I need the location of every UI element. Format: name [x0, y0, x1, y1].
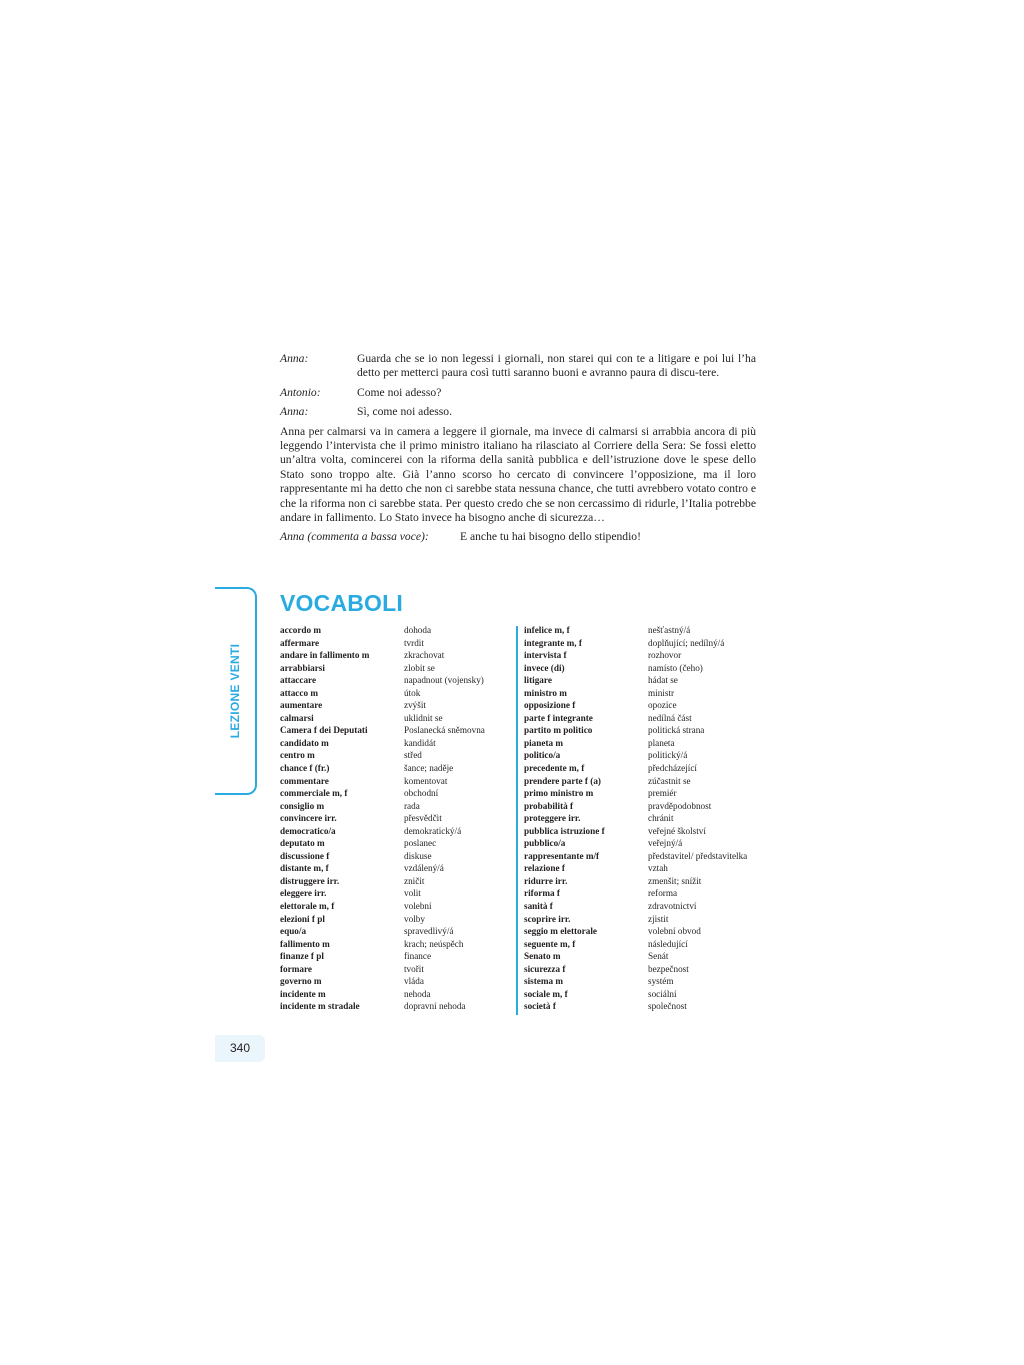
vocab-term: proteggere irr. [524, 813, 581, 824]
vocab-translation: uklidnit se [404, 712, 443, 723]
vocab-entry [524, 674, 747, 687]
vocab-entry [280, 787, 485, 800]
vocab-entry [280, 637, 485, 650]
dialogue-line [280, 405, 756, 419]
vocab-term: politico/a [524, 750, 561, 761]
vocab-term: opposizione f [524, 700, 576, 711]
vocab-entry [524, 850, 747, 863]
vocab-term: convincere irr. [280, 813, 337, 824]
vocab-translation: nedílná část [648, 712, 692, 723]
vocab-term: incidente m [280, 988, 326, 999]
vocab-entry [280, 674, 485, 687]
vocabulary-heading: VOCABOLI [280, 590, 403, 616]
vocab-entry [524, 963, 747, 976]
vocab-entry [524, 724, 747, 737]
vocab-translation: reforma [648, 888, 678, 899]
vocab-term: centro m [280, 750, 315, 761]
vocab-entry [280, 812, 485, 825]
vocab-translation: napadnout (vojensky) [404, 675, 484, 686]
vocab-entry [280, 963, 485, 976]
vocab-term: infelice m, f [524, 625, 570, 635]
vocab-entry [524, 800, 747, 813]
vocab-entry [524, 712, 747, 725]
vocab-translation: zvýšit [404, 700, 426, 711]
vocab-translation: vztah [648, 863, 668, 874]
vocab-term: partito m politico [524, 725, 593, 736]
vocab-term: seggio m elettorale [524, 926, 597, 937]
vocab-entry [524, 950, 747, 963]
chapter-label: LEZIONE VENTI [228, 643, 242, 739]
vocab-translation: dopravní nehoda [404, 1001, 466, 1012]
vocab-entry [280, 900, 485, 913]
vocab-term: precedente m, f [524, 763, 585, 774]
vocab-term: finanze f pl [280, 951, 324, 962]
vocab-translation: doplňující; nedílný/á [648, 637, 725, 648]
vocab-entry [280, 749, 485, 762]
vocab-translation: tvořit [404, 963, 424, 974]
vocab-term: fallimento m [280, 938, 330, 949]
vocab-entry [280, 950, 485, 963]
vocab-entry [280, 975, 485, 988]
vocab-entry [280, 737, 485, 750]
vocab-entry [524, 637, 747, 650]
vocab-translation: chránit [648, 813, 674, 824]
vocab-term: chance f (fr.) [280, 763, 330, 774]
vocab-entry [524, 862, 747, 875]
dialogue-block [280, 352, 756, 550]
speaker-name: Antonio: [280, 385, 321, 399]
vocab-translation: střed [404, 750, 422, 761]
vocab-translation: opozice [648, 700, 677, 711]
vocab-translation: zúčastnit se [648, 775, 691, 786]
vocab-entry [524, 975, 747, 988]
vocab-term: governo m [280, 976, 322, 987]
vocab-entry [280, 862, 485, 875]
vocab-entry [280, 938, 485, 951]
vocab-entry [524, 825, 747, 838]
vocab-translation: dohoda [404, 625, 432, 635]
vocab-translation: zlobit se [404, 662, 435, 673]
vocab-term: pianeta m [524, 737, 564, 748]
vocab-translation: politická strana [648, 725, 705, 736]
vocab-term: andare in fallimento m [280, 650, 370, 661]
vocab-entry [524, 1000, 747, 1013]
vocab-entry [524, 812, 747, 825]
vocab-entry [280, 724, 485, 737]
vocab-term: affermare [280, 637, 320, 648]
vocab-entry [524, 913, 747, 926]
vocab-translation: volit [404, 888, 421, 899]
vocab-entry [524, 938, 747, 951]
vocab-entry [524, 875, 747, 888]
vocab-translation: zmenšit; snížit [648, 875, 702, 886]
vocab-term: riforma f [524, 888, 560, 899]
narration-paragraph: Anna per calmarsi va in camera a leggere il giornale, ma invece di calmarsi si arrabbia ancora di più leggendo l’intervista che il primo ministro italiano ha rilasciato al Corriere della Sera: Se fossi eletto un’altra volta, comincerei con la riforma della sanità pubblica e dell’istruzione dove le spese dello Stato sono troppo alte. Già l’anno scorso ho cercato di convincere l’opposizione, ma il loro rappresentante mi ha detto che non ci sarebbe stata nessuna chance, che tutti avrebbero votato contro e che la riforma non ci sarebbe stata. Per questo credo che se non cercassimo di ridurle, l’Italia potrebbe andare in fallimento. Lo Stato invece ha bisogno anche di sicurezza… [280, 424, 756, 525]
vocab-term: sanità f [524, 901, 553, 912]
vocab-translation: nešťastný/á [648, 625, 691, 635]
vocab-term: distante m, f [280, 863, 329, 874]
vocab-term: sociale m, f [524, 988, 568, 999]
vocab-translation: spravedlivý/á [404, 926, 454, 937]
vocab-entry [280, 988, 485, 1001]
vocab-entry [524, 662, 747, 675]
vocab-translation: ministr [648, 687, 675, 698]
vocab-term: attacco m [280, 687, 319, 698]
vocab-entry [280, 850, 485, 863]
vocab-entry [280, 825, 485, 838]
vocab-translation: obchodní [404, 788, 439, 799]
vocab-entry [280, 699, 485, 712]
vocab-translation: komentovat [404, 775, 448, 786]
vocab-entry [524, 762, 747, 775]
vocab-entry [524, 887, 747, 900]
vocab-entry [280, 649, 485, 662]
speaker-name: Anna: [280, 405, 309, 419]
vocab-term: discussione f [280, 850, 330, 861]
vocab-translation: namísto (čeho) [648, 662, 703, 673]
vocab-term: candidato m [280, 737, 329, 748]
vocab-term: pubblico/a [524, 838, 566, 849]
vocab-translation: pravděpodobnost [648, 800, 712, 811]
vocab-term: litigare [524, 675, 552, 686]
chapter-side-tab [215, 587, 257, 795]
vocab-term: Camera f dei Deputati [280, 725, 368, 736]
vocab-term: equo/a [280, 926, 307, 937]
page-number: 340 [229, 1041, 251, 1055]
vocab-term: scoprire irr. [524, 913, 571, 924]
vocab-term: ridurre irr. [524, 875, 568, 886]
vocab-term: elettorale m, f [280, 901, 335, 912]
vocab-term: integrante m, f [524, 637, 582, 648]
vocab-term: consiglio m [280, 800, 325, 811]
dialogue-line [280, 352, 756, 381]
vocab-translation: sociální [648, 988, 677, 999]
vocab-translation: společnost [648, 1001, 687, 1012]
vocab-term: sistema m [524, 976, 564, 987]
vocab-term: accordo m [280, 625, 322, 635]
speech-text: Guarda che se io non legessi i giornali, non starei qui con te a litigare e poi lui l’ha detto per metterci paura così tutti saranno buoni e avranno paura di discu-tere. [357, 352, 756, 380]
vocab-entry [524, 649, 747, 662]
vocab-term: formare [280, 963, 312, 974]
vocab-translation: přesvědčit [404, 813, 442, 824]
vocab-translation: Senát [648, 951, 669, 962]
speech-text: Sì, come noi adesso. [357, 405, 452, 419]
vocab-term: incidente m stradale [280, 1001, 360, 1012]
vocab-term: deputato m [280, 838, 325, 849]
vocab-translation: předcházející [648, 763, 697, 774]
dialogue-line [280, 530, 756, 544]
vocab-entry [280, 1000, 485, 1013]
speech-text: E anche tu hai bisogno dello stipendio! [460, 530, 641, 544]
vocab-translation: volební obvod [648, 926, 701, 937]
vocab-term: seguente m, f [524, 938, 576, 949]
vocab-entry [280, 837, 485, 850]
vocab-translation: nehoda [404, 988, 431, 999]
vocabulary-column-right [524, 624, 747, 1013]
vocab-term: elezioni f pl [280, 913, 325, 924]
vocab-entry [280, 687, 485, 700]
vocab-translation: hádat se [648, 675, 678, 686]
speech-text: Come noi adesso? [357, 385, 442, 399]
vocab-translation: šance; naděje [404, 763, 454, 774]
vocab-term: rappresentante m/f [524, 850, 600, 861]
vocab-entry [280, 875, 485, 888]
column-divider [516, 626, 518, 1015]
speaker-name: Anna (commenta a bassa voce): [280, 530, 429, 544]
vocab-entry [524, 900, 747, 913]
vocab-term: probabilità f [524, 800, 574, 811]
vocab-term: Senato m [524, 951, 561, 962]
vocab-translation: zjistit [648, 913, 669, 924]
vocab-term: parte f integrante [524, 712, 593, 723]
vocab-translation: vláda [404, 976, 424, 987]
page-number-tab [215, 1035, 265, 1062]
vocab-term: intervista f [524, 650, 567, 661]
vocab-entry [524, 699, 747, 712]
vocab-term: commentare [280, 775, 329, 786]
vocab-translation: finance [404, 951, 432, 962]
vocab-translation: demokratický/á [404, 825, 462, 836]
vocab-entry [524, 737, 747, 750]
vocab-term: distruggere irr. [280, 875, 340, 886]
vocab-translation: tvrdit [404, 637, 424, 648]
vocab-term: prendere parte f (a) [524, 775, 601, 786]
vocab-entry [280, 662, 485, 675]
speaker-name: Anna: [280, 352, 309, 365]
vocab-entry [280, 624, 485, 637]
vocab-translation: představitel/ představitelka [648, 850, 748, 861]
vocab-translation: rada [404, 800, 420, 811]
vocab-translation: veřejný/á [648, 838, 683, 849]
vocab-entry [524, 837, 747, 850]
vocab-translation: zkrachovat [404, 650, 445, 661]
vocab-translation: zdravotnictví [648, 901, 697, 912]
vocab-translation: veřejné školství [648, 825, 706, 836]
vocab-term: arrabbiarsi [280, 662, 325, 673]
vocab-translation: poslanec [404, 838, 437, 849]
vocab-translation: útok [404, 687, 421, 698]
vocab-term: pubblica istruzione f [524, 825, 605, 836]
vocab-term: attaccare [280, 675, 317, 686]
vocab-entry [280, 712, 485, 725]
vocab-entry [524, 775, 747, 788]
vocab-term: ministro m [524, 687, 567, 698]
vocab-entry [524, 749, 747, 762]
vocab-translation: následující [648, 938, 688, 949]
vocab-entry [280, 762, 485, 775]
vocab-entry [524, 787, 747, 800]
vocab-term: sicurezza f [524, 963, 566, 974]
vocab-term: democratico/a [280, 825, 336, 836]
vocab-term: commerciale m, f [280, 788, 348, 799]
vocab-entry [280, 913, 485, 926]
vocab-translation: systém [648, 976, 674, 987]
dialogue-line [280, 386, 756, 400]
vocab-entry [280, 800, 485, 813]
vocab-term: primo ministro m [524, 788, 594, 799]
vocab-translation: Poslanecká sněmovna [404, 725, 485, 736]
vocab-term: aumentare [280, 700, 323, 711]
vocab-term: società f [524, 1001, 556, 1012]
vocab-entry [280, 775, 485, 788]
vocab-entry [280, 887, 485, 900]
vocab-translation: bezpečnost [648, 963, 689, 974]
vocab-translation: premiér [648, 788, 677, 799]
vocab-translation: rozhovor [648, 650, 682, 661]
vocab-entry [524, 624, 747, 637]
vocab-translation: diskuse [404, 850, 432, 861]
vocab-entry [524, 988, 747, 1001]
vocab-entry [524, 925, 747, 938]
vocab-translation: krach; neúspěch [404, 938, 464, 949]
vocab-entry [280, 925, 485, 938]
vocab-translation: zničit [404, 875, 425, 886]
vocab-translation: volební [404, 901, 432, 912]
vocabulary-column-left [280, 624, 485, 1013]
vocab-translation: volby [404, 913, 425, 924]
vocab-translation: vzdálený/á [404, 863, 444, 874]
vocab-term: calmarsi [280, 712, 314, 723]
vocab-translation: kandidát [404, 737, 436, 748]
vocab-term: eleggere irr. [280, 888, 327, 899]
vocab-translation: planeta [648, 737, 675, 748]
vocab-entry [524, 687, 747, 700]
vocab-term: invece (di) [524, 662, 565, 673]
vocab-translation: politický/á [648, 750, 688, 761]
vocab-term: relazione f [524, 863, 565, 874]
